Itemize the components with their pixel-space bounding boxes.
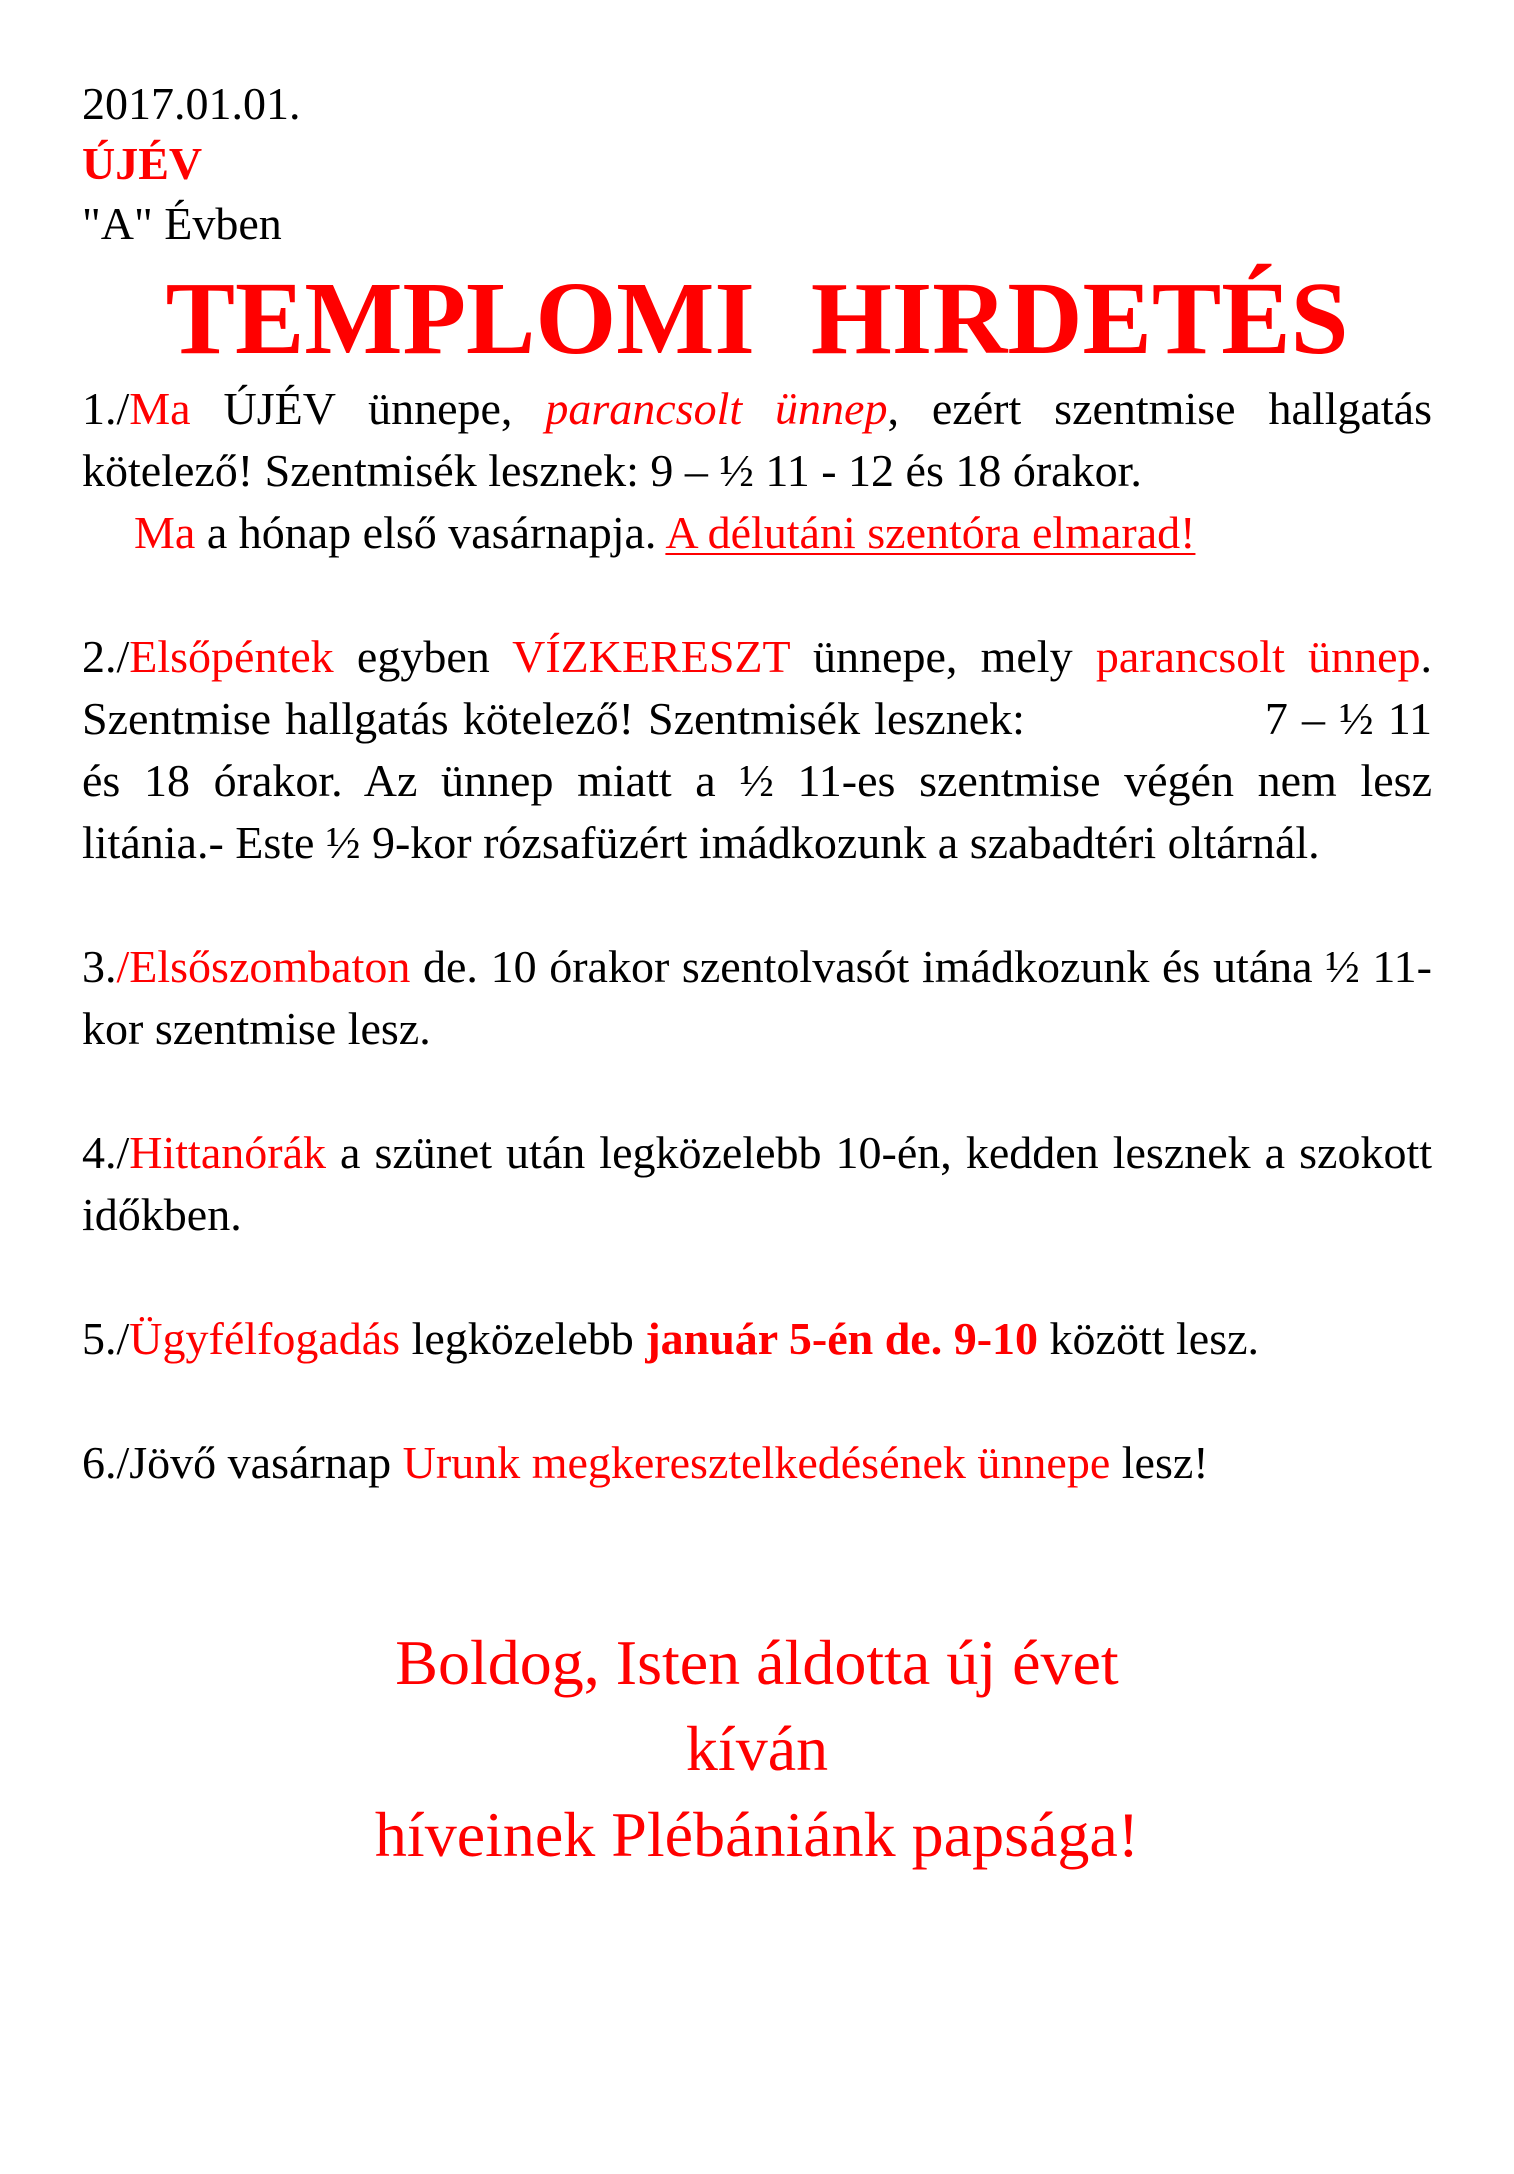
announcement-page	[82, 74, 1432, 1878]
announcement-item-2	[82, 626, 1432, 874]
item-text: a szünet után legközelebb 10-én, kedden lesznek a szokott időkben.	[82, 1127, 1432, 1240]
item-keyword: Ma	[129, 383, 191, 434]
new-year-wish	[82, 1620, 1432, 1878]
item-text: , ezért szentmise hallgatás kötelező! Szentmisék lesznek: 9 – ½ 11 - 12 és 18 órakor.	[82, 383, 1432, 496]
item-text: 7 – ½ 11 és 18 órakor. Az ünnep miatt a ½ 11-es szentmise végén nem lesz litánia.- Este ½ 9-kor rózsafüzért imádkozunk a szabadtéri oltárnál.	[82, 693, 1432, 868]
announcement-item-4	[82, 1122, 1432, 1246]
item-text: ÚJÉV ünnepe,	[190, 383, 546, 434]
item-text: Jövő vasárnap	[129, 1437, 403, 1488]
item-keyword: Ma	[134, 507, 196, 558]
item-number: 6./	[82, 1437, 130, 1488]
liturgical-year: "A" Évben	[82, 198, 282, 249]
item-text: között lesz.	[1038, 1313, 1260, 1364]
feast-name: ÚJÉV	[82, 138, 203, 189]
item-number: 1./	[82, 383, 130, 434]
announcement-item-1	[82, 378, 1432, 502]
item-keyword: Hittanórák	[129, 1127, 326, 1178]
announcement-item-1-note	[82, 502, 1432, 564]
item-number: 3.	[82, 941, 117, 992]
item-number: 4./	[82, 1127, 130, 1178]
page-title-text: TEMPLOMI HIRDETÉS	[165, 261, 1349, 376]
announcement-item-5	[82, 1308, 1432, 1370]
item-keyword: Elsőpéntek	[129, 631, 334, 682]
item-highlight: parancsolt ünnep	[1095, 631, 1421, 682]
item-highlight: január 5-én de. 9-10	[645, 1313, 1039, 1364]
wish-line-2: kíván	[685, 1713, 829, 1784]
item-highlight: parancsolt ünnep	[545, 383, 888, 434]
item-text: . Szentmise hallgatás kötelező! Szentmisék lesznek:	[82, 631, 1432, 744]
item-highlight: Urunk megkeresztelkedésének ünnepe	[402, 1437, 1111, 1488]
item-text: egyben	[333, 631, 513, 682]
item-number: 2./	[82, 631, 130, 682]
item-keyword: Ügyfélfogadás	[129, 1313, 401, 1364]
wish-line-1: Boldog, Isten áldotta új évet	[395, 1627, 1119, 1698]
item-number: 5./	[82, 1313, 130, 1364]
date: 2017.01.01.	[82, 78, 301, 129]
cancelled-notice: A délutáni szentóra elmarad!	[665, 507, 1196, 558]
item-highlight: VÍZKERESZT	[512, 631, 790, 682]
wish-line-3: híveinek Plébániánk papsága!	[374, 1799, 1140, 1870]
item-text: legközelebb	[400, 1313, 646, 1364]
item-text: a hónap első vasárnapja.	[195, 507, 666, 558]
page-title	[82, 261, 1432, 376]
item-text: lesz!	[1110, 1437, 1209, 1488]
announcement-item-6	[82, 1432, 1432, 1494]
item-keyword: /Elsőszombaton	[116, 941, 411, 992]
item-text: de. 10 órakor szentolvasót imádkozunk és utána ½ 11-kor szentmise lesz.	[82, 941, 1432, 1054]
announcement-item-3	[82, 936, 1432, 1060]
item-text: ünnepe, mely	[789, 631, 1096, 682]
